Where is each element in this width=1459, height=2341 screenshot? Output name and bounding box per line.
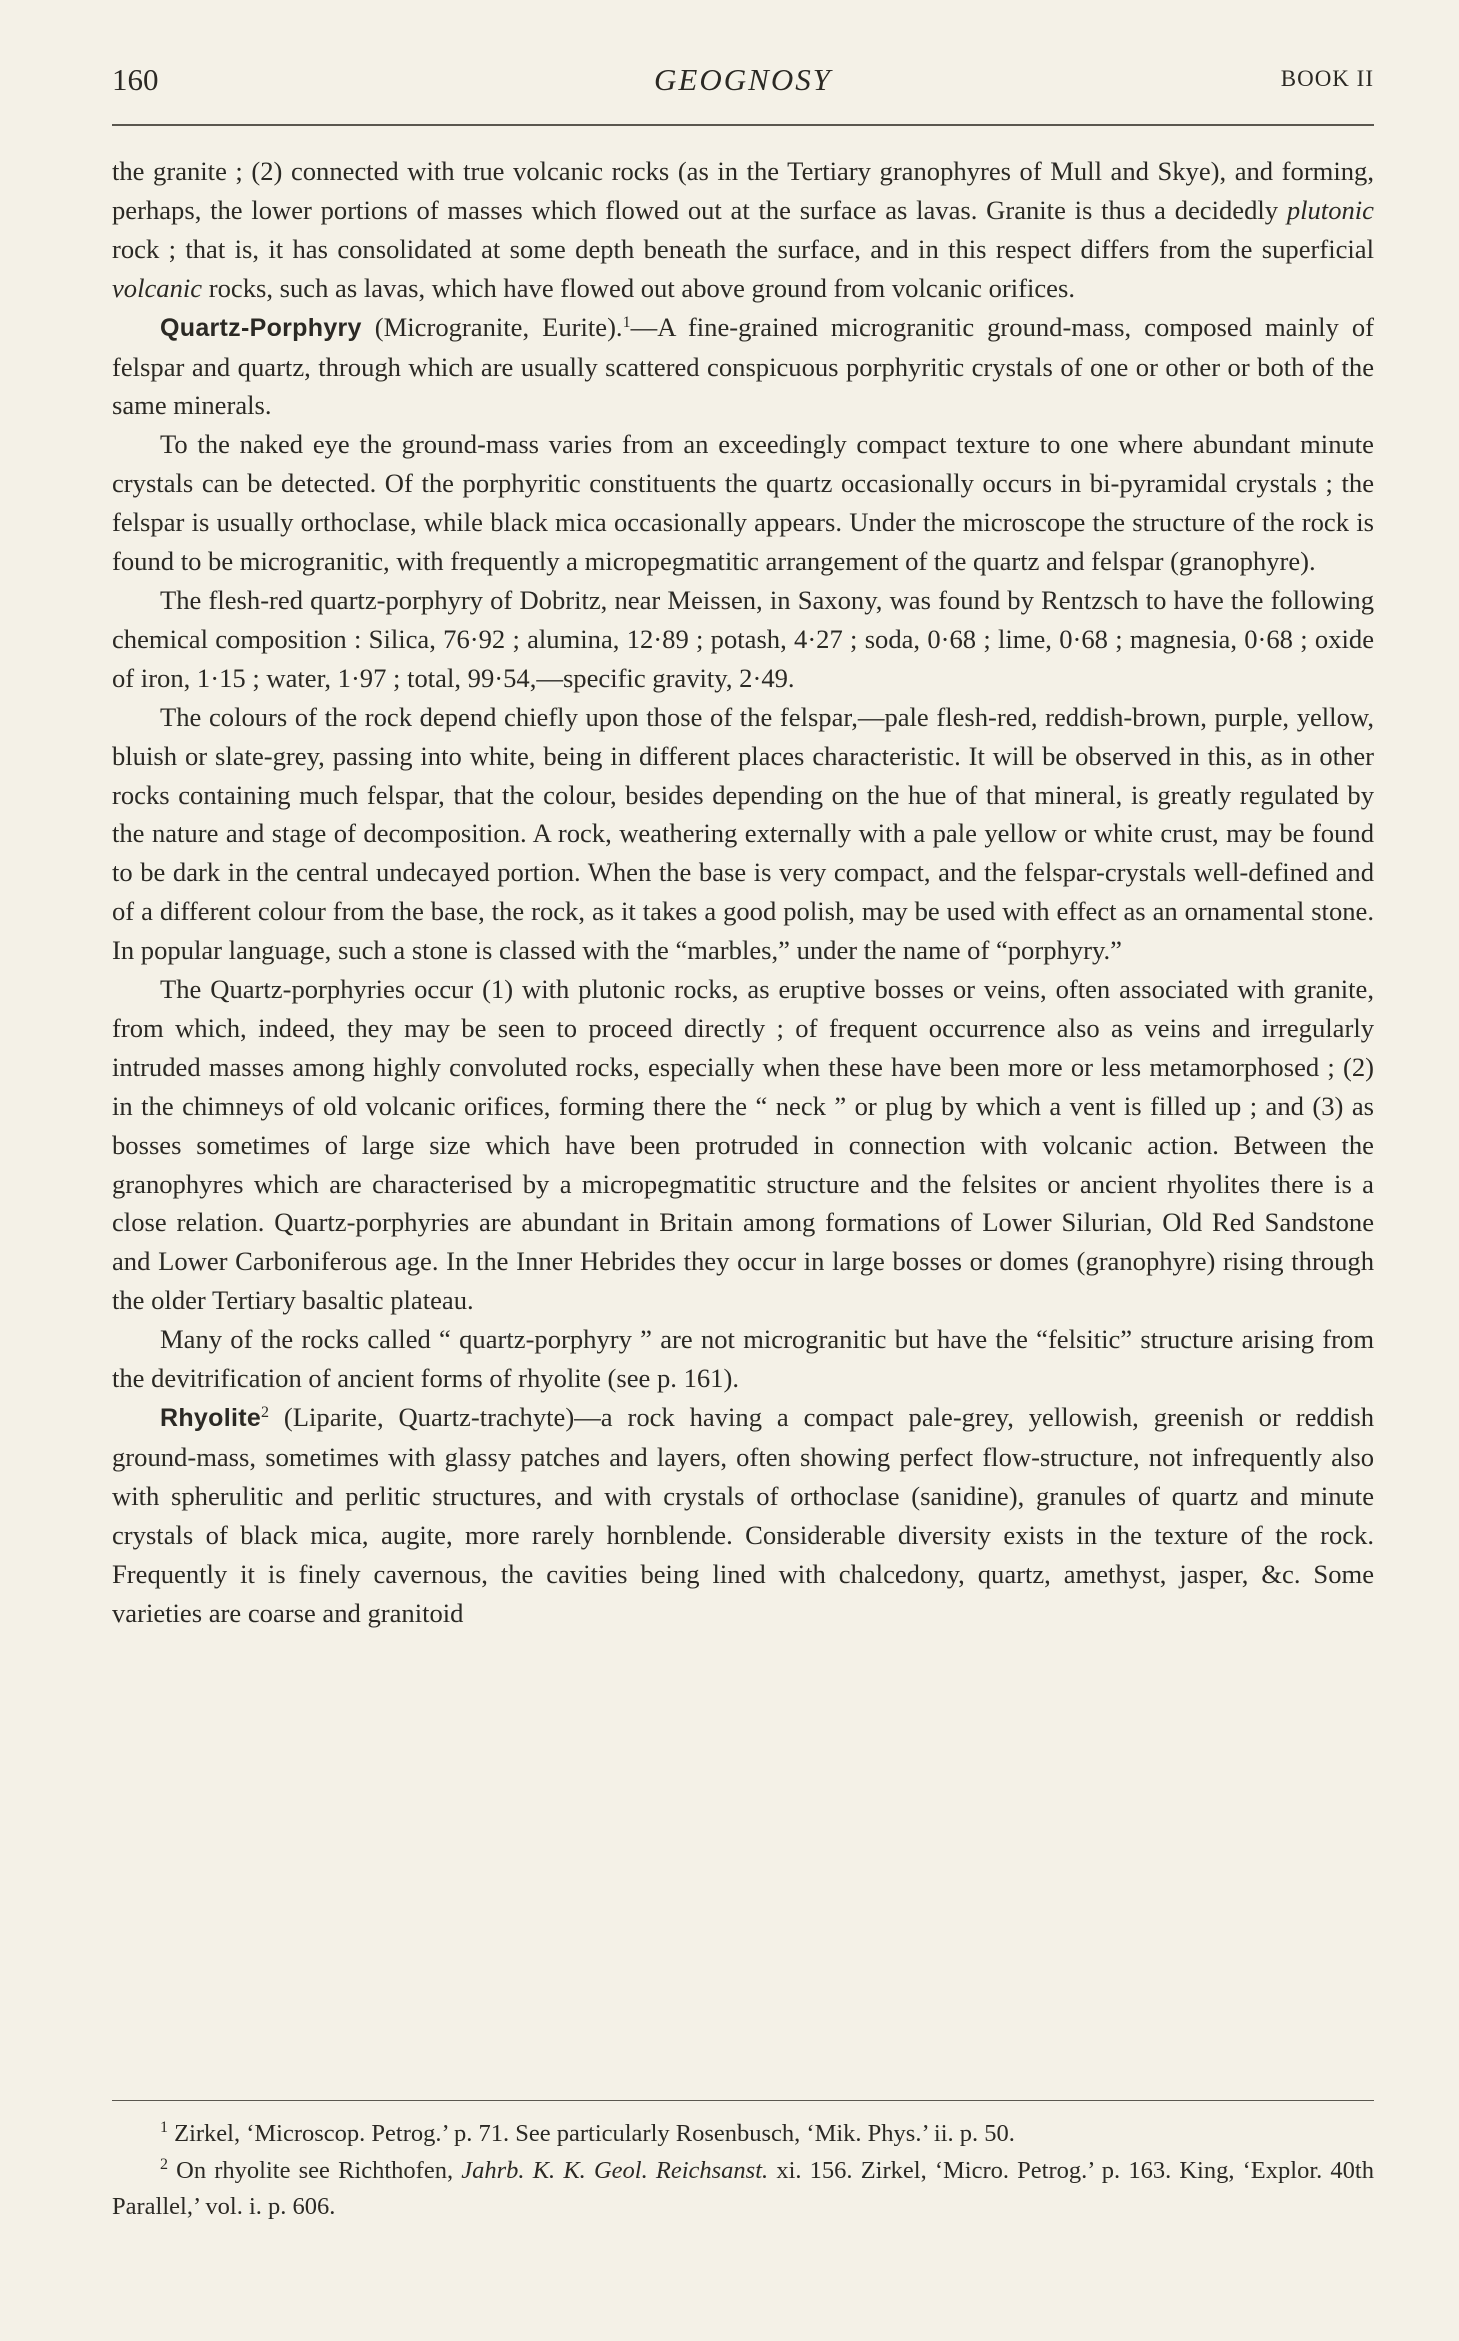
- footnote-mark: 1: [160, 2119, 168, 2136]
- paragraph-granite-continued: the granite ; (2) connected with true volcanic rocks (as in the Tertiary granophyres of Mull and Skye), and forming, perhaps, the lower portions of masses which flowed out at the surface as lavas. Granite is thus a decidedly plutonic rock ; that is, it has consolidated at some depth beneath the surface, and in this respect differs from the superficial volcanic rocks, such as lavas, which have flowed out above ground from volcanic orifices.: [112, 156, 1374, 303]
- footnote-rule: [112, 2100, 1374, 2101]
- book-label: BOOK II: [1280, 66, 1374, 91]
- paragraph-occurrence: The Quartz-porphyries occur (1) with plutonic rocks, as eruptive bosses or veins, often associated with granite, from which, indeed, they may be seen to proceed directly ; of frequent occurrence also as veins and irregularly intruded masses among highly convoluted rocks, especially when these have been more or less metamorphosed ; (2) in the chimneys of old volcanic orifices, forming there the “ neck ” or plug by which a vent is filled up ; and (3) as bosses sometimes of large size which have been protruded in connection with volcanic action. Between the granophyres which are characterised by a micropegmatitic structure and the felsites or ancient rhyolites there is a close relation. Quartz-porphyries are abundant in Britain among formations of Lower Silurian, Old Red Sandstone and Lower Carboniferous age. In the Inner Hebrides they occur in large bosses or domes (granophyre) rising through the older Tertiary basaltic plateau.: [112, 974, 1374, 1316]
- page-header: [112, 62, 1374, 106]
- footnote-1: $^1$ Zirkel, ‘Microscop. Petrog.’ p. 71. See particularly Rosenbusch, ‘Mik. Phys.’ ii. p. 50.: [160, 2119, 1015, 2147]
- paragraph-rhyolite-definition: Rhyolite$^2$ (Liparite, Quartz-trachyte)—a rock having a compact pale-grey, yellowish, greenish or reddish ground-mass, sometimes with glassy patches and layers, often showing perfect flow-structure, not infrequently also with spherulitic and perlitic structures, and with crystals of orthoclase (sanidine), granules of quartz and minute crystals of black mica, augite, more rarely hornblende. Considerable diversity exists in the texture of the rock. Frequently it is finely cavernous, the cavities being lined with chalcedony, quartz, amethyst, jasper, &c. Some varieties are coarse and granitoid: [112, 1402, 1374, 1628]
- paragraph-dobritz: The flesh-red quartz-porphyry of Dobritz, near Meissen, in Saxony, was found by Rentzsch to have the following chemical composition : Silica, 76·92 ; alumina, 12·89 ; potash, 4·27 ; soda, 0·68 ; lime, 0·68 ; magnesia, 0·68 ; oxide of iron, 1·15 ; water, 1·97 ; total, 99·54,—specific gravity, 2·49.: [112, 584, 1374, 693]
- footnote-2: $^2$ On rhyolite see Richthofen, Jahrb. K. K. Geol. Reichsanst. xi. 156. Zirkel, ‘Micro. Petrog.’ p. 163. King, ‘Explor. 40th Parallel,’ vol. i. p. 606.: [112, 2155, 1374, 2220]
- body-text: [112, 152, 1374, 1632]
- footnote-ref: 1: [622, 313, 631, 331]
- italic-term: plutonic: [1286, 194, 1374, 225]
- paragraph-naked-eye: To the naked eye the ground-mass varies from an exceedingly compact texture to one where abundant minute crystals can be detected. Of the porphyritic constituents the quartz occasionally occurs in bi-pyramidal crystals ; the felspar is usually orthoclase, while black mica occasionally appears. Under the microscope the structure of the rock is found to be microgranitic, with frequently a micropegmatitic arrangement of the quartz and felspar (granophyre).: [112, 429, 1374, 577]
- paragraph-colours: The colours of the rock depend chiefly upon those of the felspar,—pale flesh-red, reddish-brown, purple, yellow, bluish or slate-grey, passing into white, being in different places characteristic. It will be observed in this, as in other rocks containing much felspar, that the colour, besides depending on the hue of that mineral, is greatly regulated by the nature and stage of decomposition. A rock, weathering externally with a pale yellow or white crust, may be found to be dark in the central undecayed portion. When the base is very compact, and the felspar-crystals well-defined and of a different colour from the base, the rock, as it takes a good polish, may be used with effect as an ornamental stone. In popular language, such a stone is classed with the “marbles,” under the name of “porphyry.”: [112, 701, 1374, 966]
- italic-citation: Jahrb. K. K. Geol. Reichsanst.: [461, 2156, 769, 2184]
- footnote-ref: 2: [261, 1404, 270, 1421]
- running-title: GEOGNOSY: [654, 62, 832, 97]
- paragraph-quartz-porphyry-definition: Quartz-Porphyry (Microgranite, Eurite).$^1$—A fine-grained microgranitic ground-mass, composed mainly of felspar and quartz, through which are usually scattered conspicuous porphyritic crystals of one or other or both of the same minerals.: [112, 311, 1375, 421]
- header-rule: [112, 124, 1374, 126]
- page-number: 160: [112, 62, 159, 97]
- footnote-mark: 2: [160, 2155, 168, 2173]
- footnotes: [112, 2116, 1374, 2226]
- paragraph-felsitic: Many of the rocks called “ quartz-porphyry ” are not microgranitic but have the “felsitic” structure arising from the devitrification of ancient forms of rhyolite (see p. 161).: [112, 1324, 1374, 1394]
- italic-term: volcanic: [112, 272, 203, 303]
- section-term: Quartz-Porphyry: [160, 313, 362, 342]
- section-term: Rhyolite: [160, 1404, 262, 1432]
